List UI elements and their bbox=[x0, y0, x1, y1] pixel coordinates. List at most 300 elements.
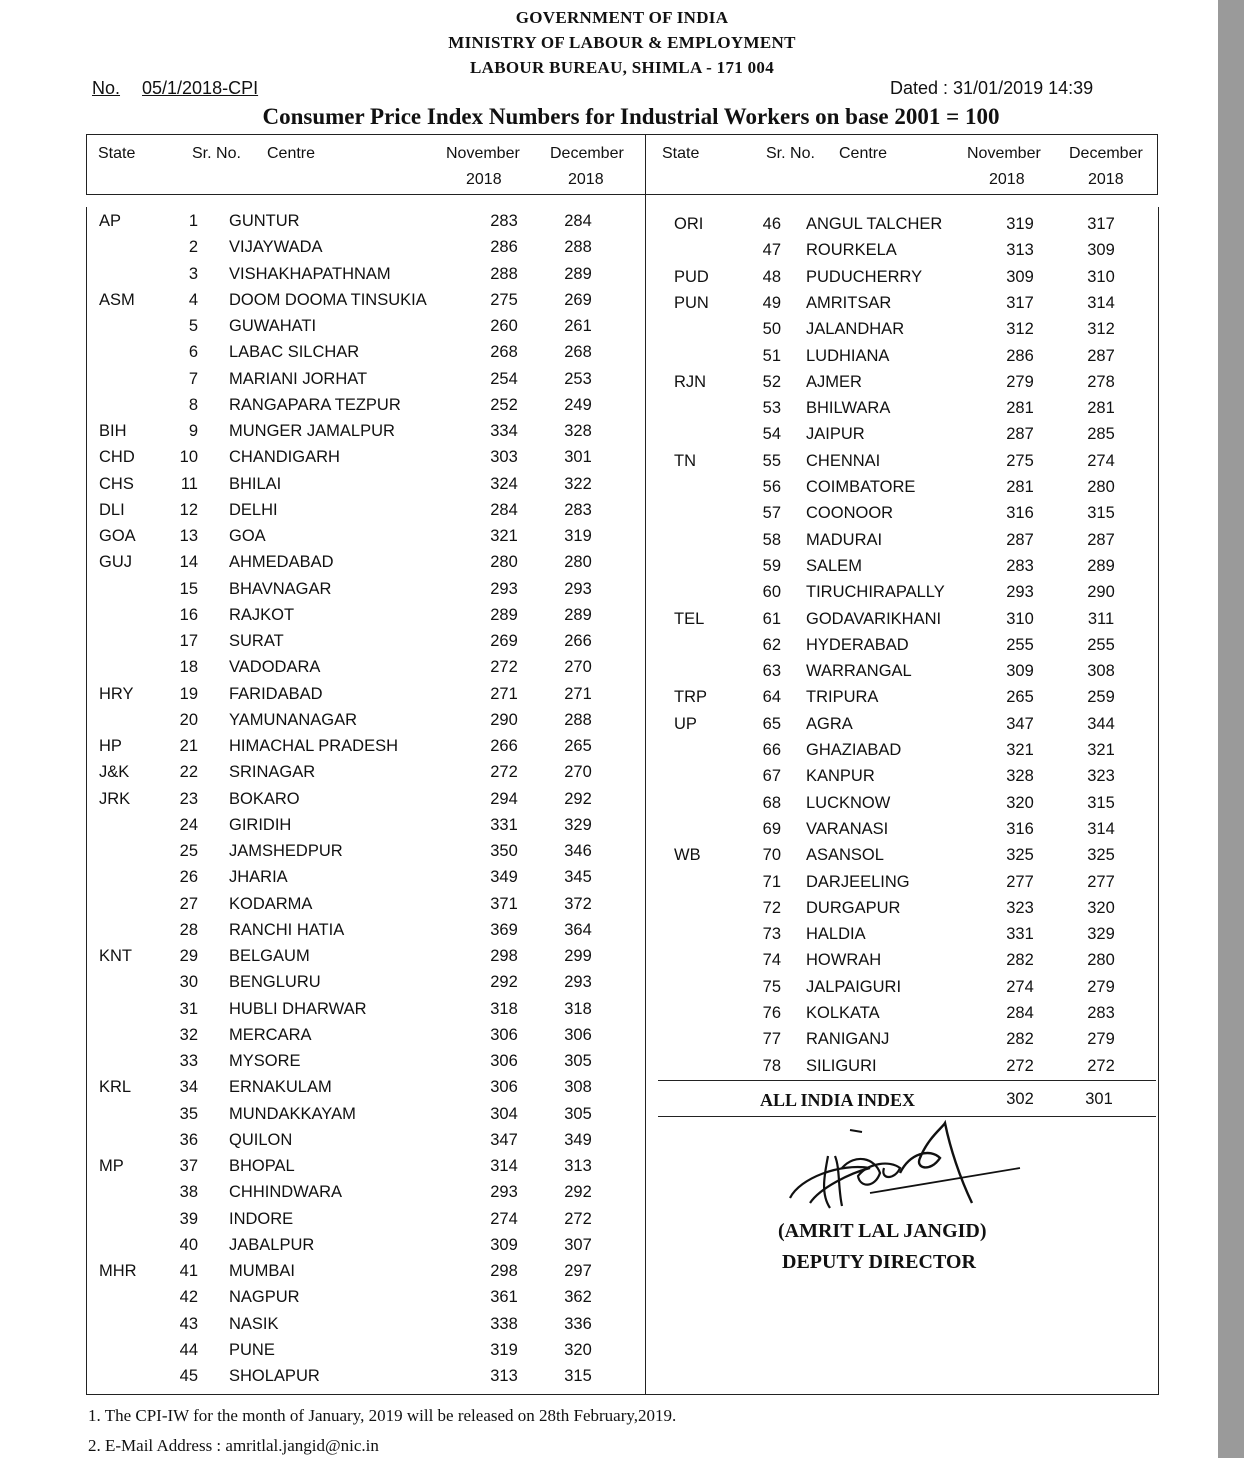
december-value-cell: 284 bbox=[564, 212, 592, 230]
november-value-cell: 316 bbox=[1006, 819, 1034, 838]
centre-cell: GOA bbox=[229, 527, 266, 545]
november-value-cell: 266 bbox=[490, 737, 518, 755]
sr-no-cell: 63 bbox=[762, 662, 781, 681]
sr-no-cell: 52 bbox=[762, 372, 781, 391]
december-value-cell: 281 bbox=[1087, 399, 1115, 418]
november-value-cell: 320 bbox=[1006, 793, 1034, 812]
november-value-cell: 277 bbox=[1006, 872, 1034, 891]
december-value-cell: 345 bbox=[564, 868, 592, 887]
november-value-cell: 293 bbox=[490, 1183, 518, 1202]
december-value-cell: 319 bbox=[564, 527, 592, 545]
centre-cell: BHOPAL bbox=[229, 1157, 295, 1175]
sr-no-cell: 16 bbox=[179, 605, 198, 624]
november-value-cell: 255 bbox=[1006, 635, 1034, 654]
sr-no-cell: 41 bbox=[179, 1262, 198, 1280]
centre-cell: VIJAYWADA bbox=[229, 238, 323, 257]
sr-no-cell: 51 bbox=[762, 346, 781, 365]
centre-cell: AMRITSAR bbox=[806, 293, 892, 312]
december-value-cell: 307 bbox=[564, 1235, 592, 1254]
state-cell: MP bbox=[99, 1157, 124, 1175]
november-value-cell: 306 bbox=[490, 1025, 518, 1044]
december-value-cell: 314 bbox=[1087, 293, 1115, 312]
december-value-cell: 325 bbox=[1087, 846, 1115, 865]
sr-no-cell: 13 bbox=[179, 527, 198, 545]
state-cell: PUD bbox=[674, 267, 709, 286]
november-value-cell: 334 bbox=[490, 422, 518, 440]
november-value-cell: 313 bbox=[1006, 241, 1034, 260]
centre-cell: NAGPUR bbox=[229, 1288, 300, 1307]
centre-cell: HIMACHAL PRADESH bbox=[229, 737, 399, 755]
sr-no-cell: 78 bbox=[762, 1056, 781, 1075]
november-value-cell: 303 bbox=[490, 448, 518, 467]
centre-cell: CHENNAI bbox=[806, 451, 881, 470]
state-cell: GUJ bbox=[99, 553, 132, 572]
sr-no-cell: 26 bbox=[179, 868, 198, 887]
november-value-cell: 279 bbox=[1006, 372, 1034, 391]
november-value-cell: 331 bbox=[1006, 925, 1034, 944]
reference-no-value: 05/1/2018-CPI bbox=[142, 78, 259, 98]
november-value-cell: 293 bbox=[1006, 583, 1034, 602]
december-value-cell: 311 bbox=[1087, 609, 1115, 628]
sr-no-cell: 69 bbox=[762, 819, 781, 838]
december-value-cell: 362 bbox=[564, 1288, 592, 1307]
december-value-cell: 346 bbox=[564, 842, 592, 860]
november-value-cell: 350 bbox=[490, 842, 518, 860]
sr-no-cell: 33 bbox=[179, 1052, 198, 1070]
centre-cell: WARRANGAL bbox=[806, 662, 912, 681]
december-value-cell: 279 bbox=[1087, 1030, 1115, 1049]
page-edge-shadow bbox=[1218, 0, 1244, 1458]
table-header-divider bbox=[86, 194, 1158, 195]
sr-no-cell: 46 bbox=[762, 215, 781, 233]
december-value-cell: 329 bbox=[564, 815, 592, 834]
col-december-left: December bbox=[550, 145, 624, 162]
november-value-cell: 319 bbox=[1006, 215, 1034, 233]
sr-no-cell: 30 bbox=[179, 973, 198, 992]
sr-no-cell: 4 bbox=[188, 290, 198, 309]
centre-cell: TRIPURA bbox=[806, 688, 879, 707]
december-value-cell: 336 bbox=[564, 1314, 592, 1333]
col-state-right: State bbox=[662, 145, 700, 162]
november-value-cell: 284 bbox=[490, 500, 518, 519]
centre-cell: MERCARA bbox=[229, 1025, 312, 1044]
centre-cell: PUDUCHERRY bbox=[806, 267, 923, 286]
november-value-cell: 312 bbox=[1006, 320, 1034, 339]
sr-no-cell: 23 bbox=[179, 789, 198, 808]
sr-no-cell: 21 bbox=[179, 737, 198, 755]
sr-no-cell: 68 bbox=[762, 793, 781, 812]
state-cell: UP bbox=[674, 714, 697, 733]
centre-cell: MUNGER JAMALPUR bbox=[229, 422, 395, 440]
november-value-cell: 271 bbox=[490, 684, 518, 703]
december-value-cell: 292 bbox=[564, 1183, 592, 1202]
november-value-cell: 254 bbox=[490, 369, 518, 388]
col-december-year-right: 2018 bbox=[1088, 171, 1124, 188]
centre-cell: VADODARA bbox=[229, 658, 321, 677]
sr-no-cell: 47 bbox=[762, 241, 781, 260]
sr-no-cell: 19 bbox=[179, 684, 198, 703]
centre-cell: AHMEDABAD bbox=[229, 553, 334, 572]
december-value-cell: 289 bbox=[564, 264, 592, 283]
december-value-cell: 306 bbox=[564, 1025, 592, 1044]
december-value-cell: 293 bbox=[564, 579, 592, 598]
col-november-right: November bbox=[967, 145, 1041, 162]
december-value-cell: 309 bbox=[1087, 241, 1115, 260]
december-value-cell: 344 bbox=[1087, 714, 1115, 733]
november-value-cell: 282 bbox=[1006, 1030, 1034, 1049]
centre-cell: BENGLURU bbox=[229, 973, 321, 992]
sr-no-cell: 5 bbox=[188, 317, 198, 335]
december-value-cell: 364 bbox=[564, 920, 592, 939]
state-cell: JRK bbox=[99, 789, 131, 808]
centre-cell: GIRIDIH bbox=[229, 815, 292, 834]
all-india-bottom-rule bbox=[658, 1116, 1156, 1117]
november-value-cell: 272 bbox=[490, 658, 518, 677]
centre-cell: TIRUCHIRAPALLY bbox=[806, 583, 945, 602]
centre-cell: GODAVARIKHANI bbox=[806, 609, 942, 628]
sr-no-cell: 50 bbox=[762, 320, 781, 339]
sr-no-cell: 20 bbox=[179, 710, 198, 729]
col-november-year-left: 2018 bbox=[466, 171, 502, 188]
sr-no-cell: 37 bbox=[179, 1157, 198, 1175]
dated: Dated : 31/01/2019 14:39 bbox=[890, 78, 1094, 98]
december-value-cell: 314 bbox=[1087, 819, 1115, 838]
november-value-cell: 274 bbox=[1006, 977, 1034, 996]
sr-no-cell: 15 bbox=[179, 579, 198, 598]
all-india-label: ALL INDIA INDEX bbox=[760, 1090, 916, 1110]
november-value-cell: 286 bbox=[490, 238, 518, 257]
sr-no-cell: 43 bbox=[179, 1314, 198, 1333]
centre-cell: DELHI bbox=[229, 500, 278, 519]
sr-no-cell: 70 bbox=[762, 846, 781, 865]
centre-cell: ANGUL TALCHER bbox=[806, 215, 943, 233]
december-value-cell: 253 bbox=[564, 369, 592, 388]
sr-no-cell: 14 bbox=[179, 553, 198, 572]
table-bottom-border bbox=[86, 1394, 1159, 1395]
november-value-cell: 309 bbox=[490, 1235, 518, 1254]
centre-cell: JALPAIGURI bbox=[806, 977, 902, 996]
sr-no-cell: 3 bbox=[188, 264, 198, 283]
sr-no-cell: 11 bbox=[180, 474, 198, 493]
centre-cell: SRINAGAR bbox=[229, 763, 316, 782]
november-value-cell: 290 bbox=[490, 710, 518, 729]
col-december-right: December bbox=[1069, 145, 1143, 162]
centre-cell: BHAVNAGAR bbox=[229, 579, 332, 598]
all-india-november: 302 bbox=[1006, 1090, 1034, 1108]
centre-cell: ROURKELA bbox=[806, 241, 897, 260]
november-value-cell: 298 bbox=[490, 1262, 518, 1280]
sr-no-cell: 48 bbox=[762, 267, 781, 286]
centre-cell: DARJEELING bbox=[806, 872, 910, 891]
sr-no-cell: 75 bbox=[762, 977, 781, 996]
col-centre-right: Centre bbox=[839, 145, 888, 162]
november-value-cell: 268 bbox=[490, 343, 518, 362]
november-value-cell: 319 bbox=[490, 1340, 518, 1359]
november-value-cell: 306 bbox=[490, 1052, 518, 1070]
sr-no-cell: 77 bbox=[762, 1030, 781, 1049]
sr-no-cell: 71 bbox=[762, 872, 781, 891]
centre-cell: KOLKATA bbox=[806, 1004, 880, 1022]
december-value-cell: 272 bbox=[1087, 1056, 1115, 1075]
centre-cell: MARIANI JORHAT bbox=[229, 369, 368, 388]
state-cell: ASM bbox=[99, 290, 135, 309]
centre-cell: FARIDABAD bbox=[229, 684, 323, 703]
centre-cell: HUBLI DHARWAR bbox=[229, 999, 367, 1018]
sr-no-cell: 7 bbox=[188, 369, 198, 388]
centre-cell: SALEM bbox=[806, 556, 862, 575]
november-value-cell: 331 bbox=[490, 815, 518, 834]
state-cell: HP bbox=[99, 737, 122, 755]
centre-cell: VARANASI bbox=[806, 819, 889, 838]
centre-cell: ASANSOL bbox=[806, 846, 884, 865]
sr-no-cell: 39 bbox=[179, 1209, 198, 1228]
november-value-cell: 265 bbox=[1006, 688, 1034, 707]
december-value-cell: 270 bbox=[564, 658, 592, 677]
december-value-cell: 288 bbox=[564, 238, 592, 257]
sr-no-cell: 61 bbox=[762, 609, 781, 628]
centre-cell: LUDHIANA bbox=[806, 346, 890, 365]
november-value-cell: 272 bbox=[490, 763, 518, 782]
header-line-2: MINISTRY OF LABOUR & EMPLOYMENT bbox=[448, 33, 796, 52]
col-srno-left: Sr. No. bbox=[192, 145, 241, 162]
december-value-cell: 372 bbox=[564, 894, 592, 913]
november-value-cell: 316 bbox=[1006, 504, 1034, 523]
november-value-cell: 317 bbox=[1006, 293, 1034, 312]
document-title: Consumer Price Index Numbers for Industrial Workers on base 2001 = 100 bbox=[262, 104, 1000, 129]
col-november-year-right: 2018 bbox=[989, 171, 1025, 188]
november-value-cell: 347 bbox=[490, 1130, 518, 1149]
signature-icon bbox=[780, 1118, 1030, 1218]
state-cell: KNT bbox=[99, 947, 132, 965]
sr-no-cell: 42 bbox=[179, 1288, 198, 1307]
sr-no-cell: 53 bbox=[762, 399, 781, 418]
state-cell: RJN bbox=[674, 372, 707, 391]
table-top-border bbox=[86, 134, 1158, 135]
december-value-cell: 266 bbox=[564, 632, 592, 650]
sr-no-cell: 76 bbox=[762, 1004, 781, 1022]
centre-cell: RANCHI HATIA bbox=[229, 920, 345, 939]
december-value-cell: 349 bbox=[564, 1130, 592, 1149]
signatory-designation: DEPUTY DIRECTOR bbox=[782, 1251, 976, 1273]
sr-no-cell: 10 bbox=[179, 448, 198, 467]
sr-no-cell: 29 bbox=[179, 947, 198, 965]
december-value-cell: 310 bbox=[1087, 267, 1115, 286]
sr-no-cell: 6 bbox=[188, 343, 198, 362]
sr-no-cell: 12 bbox=[179, 500, 198, 519]
state-cell: ORI bbox=[674, 215, 704, 233]
november-value-cell: 371 bbox=[490, 894, 518, 913]
december-value-cell: 299 bbox=[564, 947, 592, 965]
state-cell: BIH bbox=[99, 422, 127, 440]
centre-cell: SURAT bbox=[229, 632, 284, 650]
december-value-cell: 321 bbox=[1087, 741, 1115, 759]
november-value-cell: 347 bbox=[1006, 714, 1034, 733]
sr-no-cell: 24 bbox=[179, 815, 198, 834]
december-value-cell: 280 bbox=[1087, 951, 1115, 970]
signatory-name: (AMRIT LAL JANGID) bbox=[778, 1220, 987, 1242]
col-state-left: State bbox=[98, 145, 136, 162]
sr-no-cell: 49 bbox=[762, 293, 781, 312]
december-value-cell: 287 bbox=[1087, 530, 1115, 549]
sr-no-cell: 74 bbox=[762, 951, 781, 970]
december-value-cell: 305 bbox=[564, 1052, 592, 1070]
november-value-cell: 272 bbox=[1006, 1056, 1034, 1075]
december-value-cell: 329 bbox=[1087, 925, 1115, 944]
november-value-cell: 318 bbox=[490, 999, 518, 1018]
november-value-cell: 313 bbox=[490, 1367, 518, 1385]
december-value-cell: 315 bbox=[564, 1367, 592, 1385]
state-cell: AP bbox=[99, 212, 122, 230]
state-cell: DLI bbox=[99, 500, 125, 519]
centre-cell: CHHINDWARA bbox=[229, 1183, 343, 1202]
sr-no-cell: 22 bbox=[179, 763, 198, 782]
centre-cell: COIMBATORE bbox=[806, 478, 916, 496]
december-value-cell: 259 bbox=[1087, 688, 1115, 707]
november-value-cell: 314 bbox=[490, 1157, 518, 1175]
centre-cell: BHILAI bbox=[229, 474, 282, 493]
centre-cell: QUILON bbox=[229, 1130, 293, 1149]
november-value-cell: 294 bbox=[490, 789, 518, 808]
november-value-cell: 361 bbox=[490, 1288, 518, 1307]
december-value-cell: 323 bbox=[1087, 767, 1115, 786]
centre-cell: BHILWARA bbox=[806, 399, 891, 418]
november-value-cell: 369 bbox=[490, 920, 518, 939]
state-cell: TRP bbox=[674, 688, 707, 707]
december-value-cell: 312 bbox=[1087, 320, 1115, 339]
header-line-1: GOVERNMENT OF INDIA bbox=[515, 8, 729, 27]
december-value-cell: 288 bbox=[564, 710, 592, 729]
december-value-cell: 277 bbox=[1087, 872, 1115, 891]
centre-cell: KODARMA bbox=[229, 894, 313, 913]
table-right-border-header bbox=[1157, 134, 1158, 194]
table-right-border bbox=[1158, 207, 1159, 1394]
centre-cell: DURGAPUR bbox=[806, 898, 901, 917]
sr-no-cell: 45 bbox=[179, 1367, 198, 1385]
all-india-december: 301 bbox=[1085, 1090, 1113, 1108]
state-cell: PUN bbox=[674, 293, 709, 312]
centre-cell: HYDERABAD bbox=[806, 635, 909, 654]
centre-cell: RAJKOT bbox=[229, 605, 295, 624]
november-value-cell: 309 bbox=[1006, 662, 1034, 681]
december-value-cell: 301 bbox=[564, 448, 592, 467]
november-value-cell: 274 bbox=[490, 1209, 518, 1228]
november-value-cell: 306 bbox=[490, 1078, 518, 1097]
november-value-cell: 269 bbox=[490, 632, 518, 650]
sr-no-cell: 44 bbox=[179, 1340, 198, 1359]
sr-no-cell: 58 bbox=[762, 530, 781, 549]
november-value-cell: 325 bbox=[1006, 846, 1034, 865]
header-line-3: LABOUR BUREAU, SHIMLA - 171 004 bbox=[470, 58, 774, 77]
centre-cell: LUCKNOW bbox=[806, 793, 891, 812]
december-value-cell: 269 bbox=[564, 290, 592, 309]
december-value-cell: 278 bbox=[1087, 372, 1115, 391]
sr-no-cell: 59 bbox=[762, 556, 781, 575]
sr-no-cell: 55 bbox=[762, 451, 781, 470]
sr-no-cell: 62 bbox=[762, 635, 781, 654]
november-value-cell: 289 bbox=[490, 605, 518, 624]
centre-cell: JAIPUR bbox=[806, 425, 865, 444]
sr-no-cell: 28 bbox=[179, 920, 198, 939]
november-value-cell: 252 bbox=[490, 395, 518, 414]
centre-cell: NASIK bbox=[229, 1314, 279, 1333]
centre-cell: JHARIA bbox=[229, 868, 288, 887]
december-value-cell: 313 bbox=[564, 1157, 592, 1175]
centre-cell: JAMSHEDPUR bbox=[229, 842, 343, 860]
centre-cell: SHOLAPUR bbox=[229, 1367, 320, 1385]
december-value-cell: 320 bbox=[564, 1340, 592, 1359]
december-value-cell: 317 bbox=[1087, 215, 1115, 233]
centre-cell: GUNTUR bbox=[229, 212, 300, 230]
sr-no-cell: 38 bbox=[179, 1183, 198, 1202]
centre-cell: AJMER bbox=[806, 372, 862, 391]
centre-cell: INDORE bbox=[229, 1209, 294, 1228]
all-india-top-rule bbox=[658, 1080, 1156, 1081]
centre-cell: COONOOR bbox=[806, 504, 894, 523]
november-value-cell: 275 bbox=[1006, 451, 1034, 470]
november-value-cell: 349 bbox=[490, 868, 518, 887]
sr-no-cell: 60 bbox=[762, 583, 781, 602]
state-cell: WB bbox=[674, 846, 701, 865]
december-value-cell: 287 bbox=[1087, 346, 1115, 365]
december-value-cell: 292 bbox=[564, 789, 592, 808]
state-cell: CHD bbox=[99, 448, 135, 467]
table-left-border-header bbox=[86, 134, 87, 194]
sr-no-cell: 18 bbox=[179, 658, 198, 677]
november-value-cell: 260 bbox=[490, 317, 518, 335]
table-left-border bbox=[86, 207, 87, 1394]
sr-no-cell: 2 bbox=[188, 238, 198, 257]
state-cell: J&K bbox=[99, 763, 130, 782]
centre-cell: SILIGURI bbox=[806, 1056, 877, 1075]
november-value-cell: 298 bbox=[490, 947, 518, 965]
november-value-cell: 275 bbox=[490, 290, 518, 309]
sr-no-cell: 72 bbox=[762, 898, 781, 917]
centre-cell: ERNAKULAM bbox=[229, 1078, 332, 1097]
reference-no-label: No. bbox=[92, 78, 121, 98]
december-value-cell: 268 bbox=[564, 343, 592, 362]
centre-cell: MADURAI bbox=[806, 530, 883, 549]
sr-no-cell: 8 bbox=[188, 395, 198, 414]
november-value-cell: 281 bbox=[1006, 399, 1034, 418]
state-cell: CHS bbox=[99, 474, 134, 493]
centre-cell: MYSORE bbox=[229, 1052, 301, 1070]
sr-no-cell: 40 bbox=[179, 1235, 198, 1254]
col-december-year-left: 2018 bbox=[568, 171, 604, 188]
centre-cell: JALANDHAR bbox=[806, 320, 905, 339]
centre-cell: HALDIA bbox=[806, 925, 866, 944]
november-value-cell: 310 bbox=[1006, 609, 1034, 628]
november-value-cell: 324 bbox=[490, 474, 518, 493]
state-cell: TEL bbox=[674, 609, 705, 628]
sr-no-cell: 67 bbox=[762, 767, 781, 786]
december-value-cell: 322 bbox=[564, 474, 592, 493]
sr-no-cell: 32 bbox=[179, 1025, 198, 1044]
sr-no-cell: 73 bbox=[762, 925, 781, 944]
december-value-cell: 265 bbox=[564, 737, 592, 755]
centre-cell: VISHAKHAPATHNAM bbox=[229, 264, 391, 283]
december-value-cell: 328 bbox=[564, 422, 592, 440]
november-value-cell: 292 bbox=[490, 973, 518, 992]
december-value-cell: 272 bbox=[564, 1209, 592, 1228]
centre-cell: RANIGANJ bbox=[806, 1030, 890, 1049]
sr-no-cell: 56 bbox=[762, 478, 781, 496]
december-value-cell: 261 bbox=[564, 317, 592, 335]
december-value-cell: 283 bbox=[1087, 1004, 1115, 1022]
december-value-cell: 315 bbox=[1087, 793, 1115, 812]
note-email: 2. E-Mail Address : amritlal.jangid@nic.in bbox=[88, 1436, 379, 1455]
sr-no-cell: 65 bbox=[762, 714, 781, 733]
sr-no-cell: 66 bbox=[762, 741, 781, 759]
